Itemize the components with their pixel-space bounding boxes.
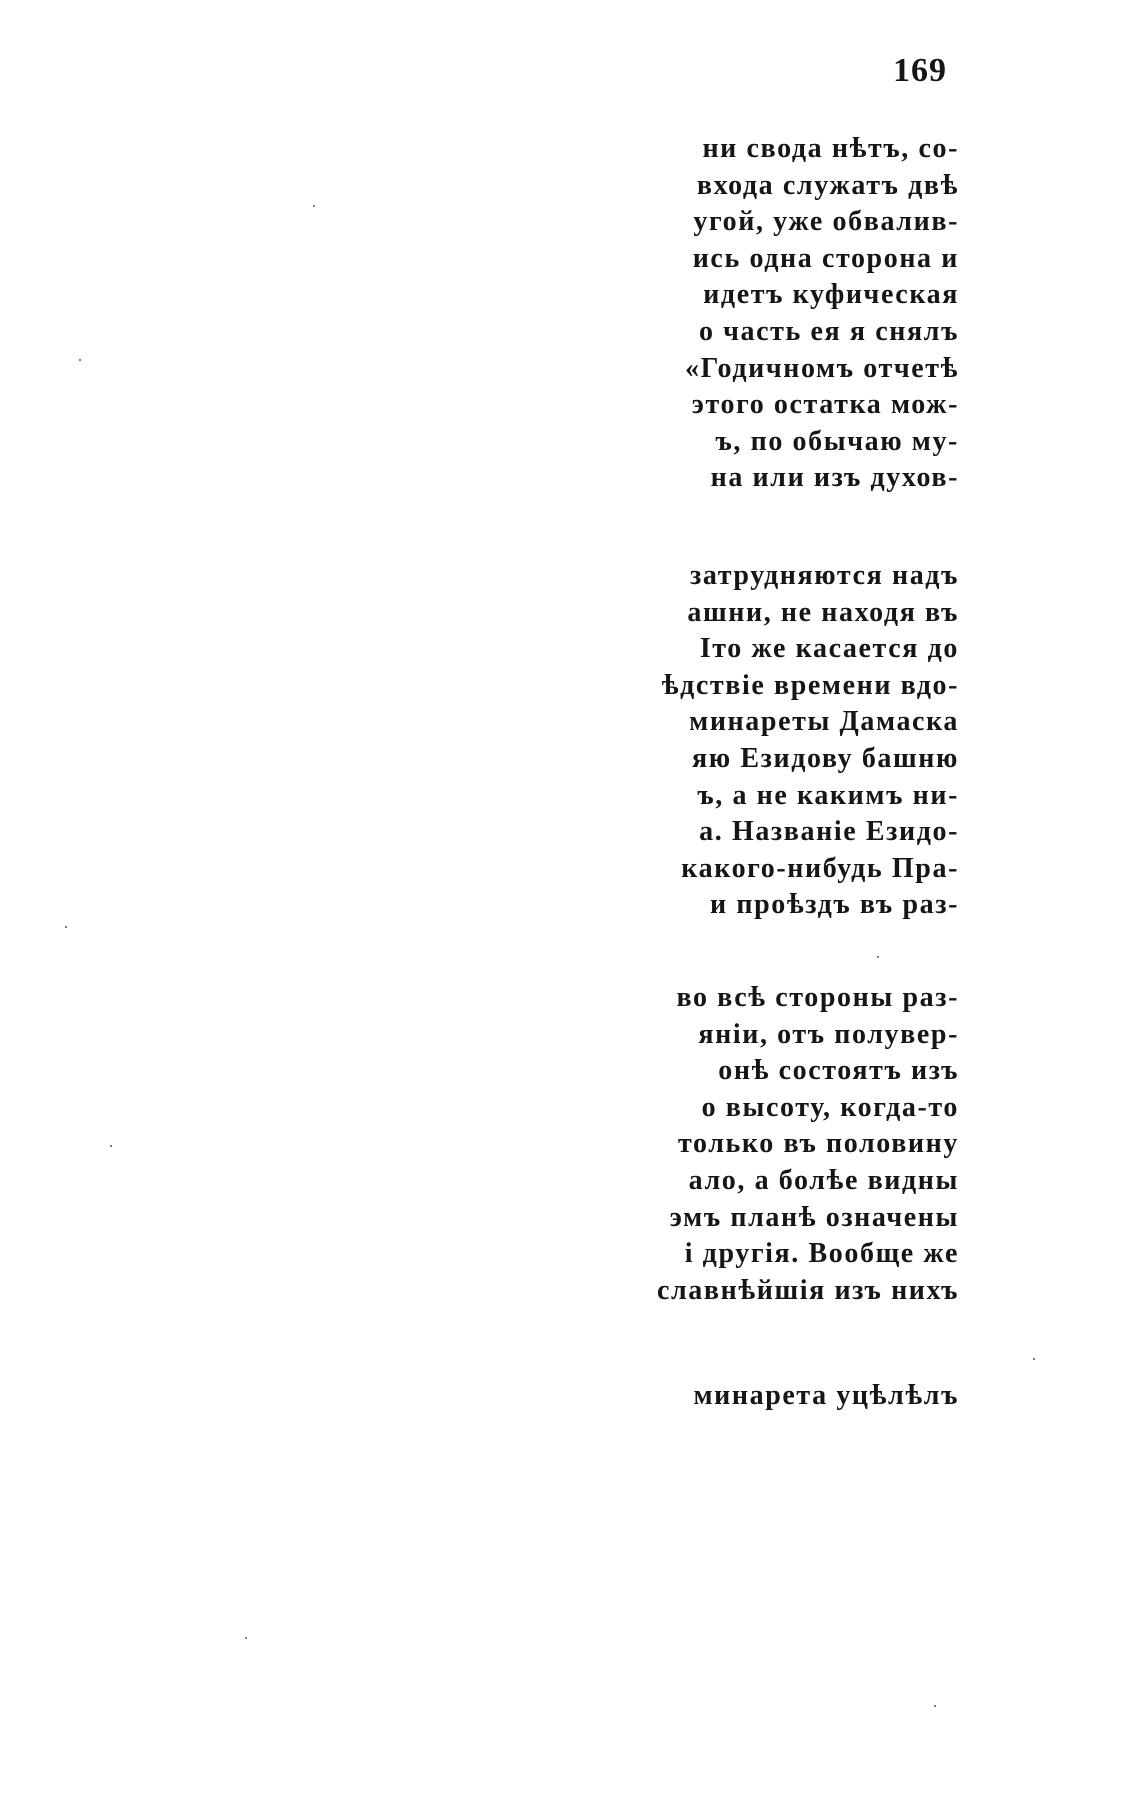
- text-line: славнѣйшія изъ нихъ: [656, 1274, 959, 1306]
- text-line: минарета уцѣлѣлъ: [693, 1380, 959, 1411]
- print-speck: [877, 956, 879, 958]
- print-speck: [110, 1145, 112, 1147]
- print-speck: [79, 359, 81, 361]
- print-speck: [65, 926, 67, 928]
- text-line: во всѣ стороны раз-: [676, 982, 959, 1013]
- text-line: этого остатка мож-: [691, 389, 959, 421]
- text-line: і другія. Вообще же: [684, 1238, 959, 1270]
- page-number: 169: [893, 52, 947, 89]
- text-block-3: [619, 980, 959, 1309]
- text-line: о высоту, когда-то: [701, 1091, 959, 1123]
- text-line: эмъ планѣ означены: [669, 1201, 959, 1233]
- text-line: Іто же касается до: [699, 633, 959, 665]
- text-line: затрудняются надъ: [689, 560, 959, 591]
- text-line: какого-нибудь Пра-: [681, 852, 959, 884]
- text-line: угой, уже обвалив-: [693, 206, 959, 238]
- text-line: онѣ состоятъ изъ: [718, 1055, 959, 1087]
- print-speck: [1033, 1358, 1035, 1360]
- text-block-4: [619, 1378, 959, 1415]
- text-block-2: [619, 558, 959, 924]
- text-line: ъ, а не какимъ ни-: [697, 779, 959, 811]
- text-line: ало, а болѣе видны: [688, 1164, 959, 1196]
- print-speck: [313, 205, 315, 207]
- text-line: только въ половину: [677, 1128, 959, 1160]
- text-line: ни свода нѣтъ, со-: [702, 133, 959, 164]
- text-block-1: [619, 131, 959, 497]
- text-line: ашни, не находя въ: [687, 596, 959, 628]
- text-line: о часть ея я снялъ: [698, 315, 959, 347]
- text-line: входа служатъ двѣ: [696, 169, 959, 201]
- text-line: и проѣздъ въ раз-: [710, 889, 959, 921]
- print-speck: [934, 1705, 936, 1707]
- text-line: ись одна сторона и: [692, 242, 959, 274]
- text-line: яніи, отъ полувер-: [698, 1018, 959, 1050]
- text-line: яю Езидову башню: [691, 742, 959, 774]
- text-line: на или изъ духов-: [710, 462, 959, 494]
- text-line: минареты Дамаска: [689, 706, 959, 738]
- text-line: ъ, по обычаю му-: [715, 425, 959, 457]
- text-line: идетъ куфическая: [703, 279, 959, 311]
- text-line: а. Названіе Езидо-: [699, 816, 959, 848]
- text-line: ѣдствіе времени вдо-: [661, 669, 959, 701]
- print-speck: [245, 1637, 247, 1639]
- text-line: «Годичномъ отчетѣ: [685, 352, 959, 384]
